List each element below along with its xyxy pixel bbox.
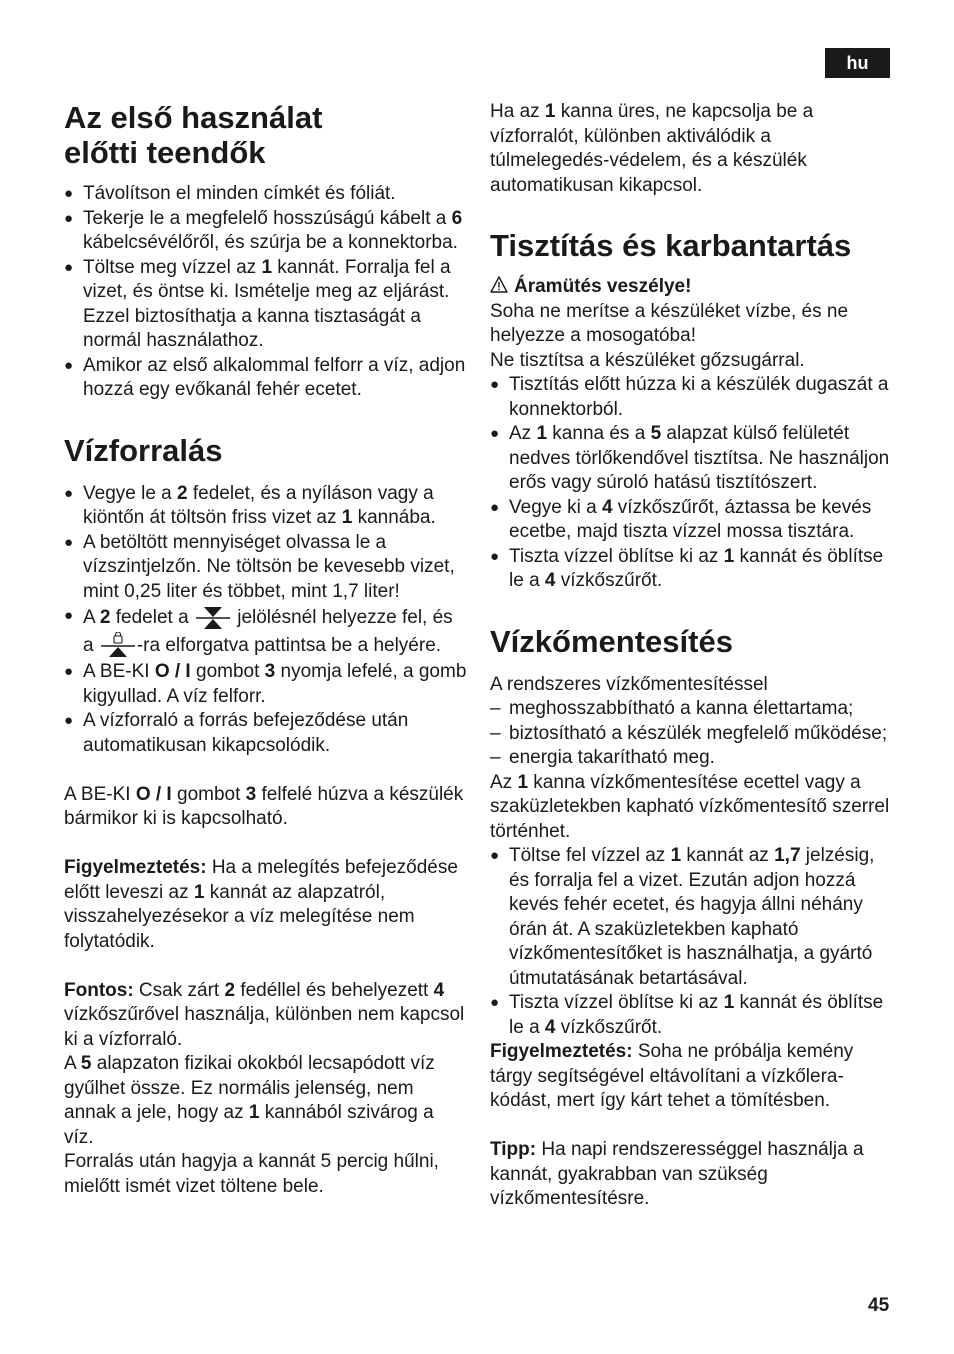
bold-ref: 1 — [517, 771, 529, 793]
list-item: ● A 2 fedelet a jelölésnél helyezze fel, és a -ra elforgatva pattintsa be a helyére. — [64, 604, 468, 660]
boiling-list — [64, 482, 468, 759]
page-number: 45 — [868, 1295, 890, 1316]
paragraph-descaling-warning: Figyelmeztetés: Soha ne próbálja kemény tárgy segítségével eltávolítani a vízkőlerakódást, mert így kárt tehet a tömítésben. — [490, 1041, 854, 1111]
bold-ref: 1 — [536, 423, 548, 444]
list-item: ● Amikor az első alkalommal felforr a víz, adjon hozzá egy evőkanál fehér ecetet. — [64, 354, 468, 403]
list-item: ● Tekerje le a megfelelő hosszúságú kábelt a 6 kábelcsévélőről, és szúrja be a konnektorba. — [64, 207, 468, 256]
list-item: – meghosszabbítható a kanna élettartama; — [490, 697, 890, 722]
paragraph-empty-kettle: Ha az 1 kanna üres, ne kapcsolja be a vízforralót, különben aktiválódik a túlmelegedés-védelem, és a készülék automatikusan kikapcsol. — [490, 101, 814, 196]
list-item: ● Tiszta vízzel öblítse ki az 1 kannát és öblítse le a 4 vízkőszűrőt. — [490, 545, 890, 594]
bold-ref: Figyelmeztetés: — [490, 1041, 633, 1062]
danger-warning — [490, 275, 890, 300]
list-item: ● Tiszta vízzel öblítse ki az 1 kannát és öblítse le a 4 vízkőszűrőt. — [490, 991, 890, 1040]
paragraph-warning: Figyelmeztetés: Ha a melegítés befejeződése előtt leveszi az 1 kannát az alapzatról, visszahelyezésekor a víz melegítése nem folytatódik. — [64, 857, 458, 952]
bold-ref: 5 — [80, 1053, 92, 1074]
danger-line-2: Ne tisztítsa a készüléket gőzsugárral. — [490, 349, 805, 371]
bold-ref: 1 — [544, 101, 556, 122]
bold-ref: 1 — [723, 992, 735, 1013]
lid-align-icon — [194, 604, 232, 632]
paragraph-condensation: A 5 alapzaton fizikai okokból lecsapódott víz gyűlhet össze. Ez normális jelenség, nem annak a jele, hogy az 1 kannából szivárog a víz. — [64, 1053, 435, 1148]
bold-ref: 3 — [245, 783, 257, 805]
list-item: ● A vízforraló a forrás befejeződése után automatikusan kikapcsolódik. — [64, 709, 468, 758]
list-item: – biztosítható a készülék megfelelő működése; — [490, 722, 890, 747]
descaling-intro: A rendszeres vízkőmentesítéssel — [490, 673, 768, 695]
bold-ref: 3 — [264, 661, 276, 682]
descaling-benefits-list — [490, 697, 890, 771]
lock-icon — [99, 632, 137, 660]
bold-ref: 1 — [248, 1102, 260, 1123]
list-item: ● Töltse fel vízzel az 1 kannát az 1,7 jelzésig, és forralja fel a vizet. Ezután adjon hozzá kevés fehér ecetet, és hagyja állni néhány órán át. A szaküzletekben kapható vízkőmentesítőket is használhatja, a gyártó útmutatásának betartásával. — [490, 844, 890, 991]
right-column — [490, 100, 890, 1212]
bold-ref: 2 — [224, 979, 236, 1001]
paragraph-cooldown: Forralás után hagyja a kannát 5 percig hűlni, mielőtt ismét vizet töltene bele. — [64, 1151, 439, 1197]
list-item: ● Vegye le a 2 fedelet, és a nyíláson vagy a kiöntőn át töltsön friss vizet az 1 kannába. — [64, 482, 468, 531]
bold-ref: 2 — [99, 607, 111, 629]
bold-ref: 2 — [177, 482, 188, 504]
list-item: ● Távolítson el minden címkét és fóliát. — [64, 182, 468, 207]
cleaning-list — [490, 373, 890, 594]
bold-ref: 1 — [341, 507, 353, 528]
list-item: ● A BE-KI O / I gombot 3 nyomja lefelé, a gomb kigyullad. A víz felforr. — [64, 660, 468, 709]
paragraph-tip: Tipp: Ha napi rendszerességgel használja a kannát, gyakrabban van szükség vízkőmentesítésre. — [490, 1139, 864, 1209]
heading-boiling: Vízforralás — [64, 432, 223, 468]
bold-ref: 6 — [451, 207, 463, 229]
bold-ref: 1 — [670, 845, 682, 866]
bold-ref: Fontos: — [64, 979, 134, 1001]
bold-ref: 1,7 — [774, 845, 801, 866]
heading-cleaning: Tisztítás és karbantartás — [490, 228, 852, 263]
paragraph-important: Fontos: Csak zárt 2 fedéllel és behelyezett 4 vízkőszűrővel használja, különben nem kapcsol ki a vízforraló. — [64, 979, 465, 1050]
heading-line-1: Az első használat — [64, 100, 323, 135]
paragraph-switch-off: A BE-KI O / I gombot 3 felfelé húzva a készülék bármikor ki is kapcsolható. — [64, 783, 464, 829]
danger-label: Áramütés veszélye! — [514, 276, 692, 297]
bold-ref: O / I — [154, 661, 191, 682]
bold-ref: 4 — [544, 1016, 556, 1038]
first-use-list — [64, 182, 468, 403]
danger-line-1: Soha ne merítse a készüléket vízbe, és ne helyezze a mosogatóba! — [490, 300, 849, 346]
bold-ref: 4 — [433, 979, 445, 1001]
bold-ref: 5 — [650, 423, 662, 444]
paragraph-descaling-method: Az 1 kanna vízkőmentesítése ecettel vagy a szaküzletekben kapható vízkőmentesítő szerrel történhet. — [490, 771, 890, 842]
bold-ref: 1 — [261, 256, 273, 278]
bold-ref: Figyelmeztetés: — [64, 857, 207, 878]
list-item: ● Tisztítás előtt húzza ki a készülék dugaszát a konnektorból. — [490, 373, 890, 422]
bold-ref: 1 — [723, 545, 735, 567]
bold-ref: 4 — [601, 496, 613, 518]
warning-triangle-icon — [490, 276, 508, 293]
bold-ref: O / I — [135, 783, 172, 805]
bold-ref: 1 — [193, 881, 205, 903]
heading-first-use — [64, 100, 468, 170]
left-column — [64, 100, 468, 1199]
language-badge: hu — [825, 48, 890, 78]
bold-ref: 4 — [544, 570, 556, 591]
list-item: ● Vegye ki a 4 vízkőszűrőt, áztassa be kevés ecetbe, majd tiszta vízzel mossa tisztára. — [490, 496, 890, 545]
list-item: ● Töltse meg vízzel az 1 kannát. Forralja fel a vizet, és öntse ki. Ismételje meg az eljárást. Ezzel biztosíthatja a kanna tisztaságát a normál használathoz. — [64, 256, 468, 354]
list-item: – energia takarítható meg. — [490, 746, 890, 771]
list-item: ● Az 1 kanna és a 5 alapzat külső felületét nedves törlőkendővel tisztítsa. Ne használjon erős vagy súroló hatású tisztítószert. — [490, 422, 890, 496]
bold-ref: Tipp: — [490, 1139, 537, 1160]
list-item: ● A betöltött mennyiséget olvassa le a vízszintjelzőn. Ne töltsön be kevesebb vizet, mint 0,25 liter és többet, mint 1,7 liter! — [64, 531, 468, 605]
heading-descaling: Vízkőmentesítés — [490, 623, 733, 659]
heading-line-2: előtti teendők — [64, 135, 266, 170]
descaling-list — [490, 844, 890, 1040]
